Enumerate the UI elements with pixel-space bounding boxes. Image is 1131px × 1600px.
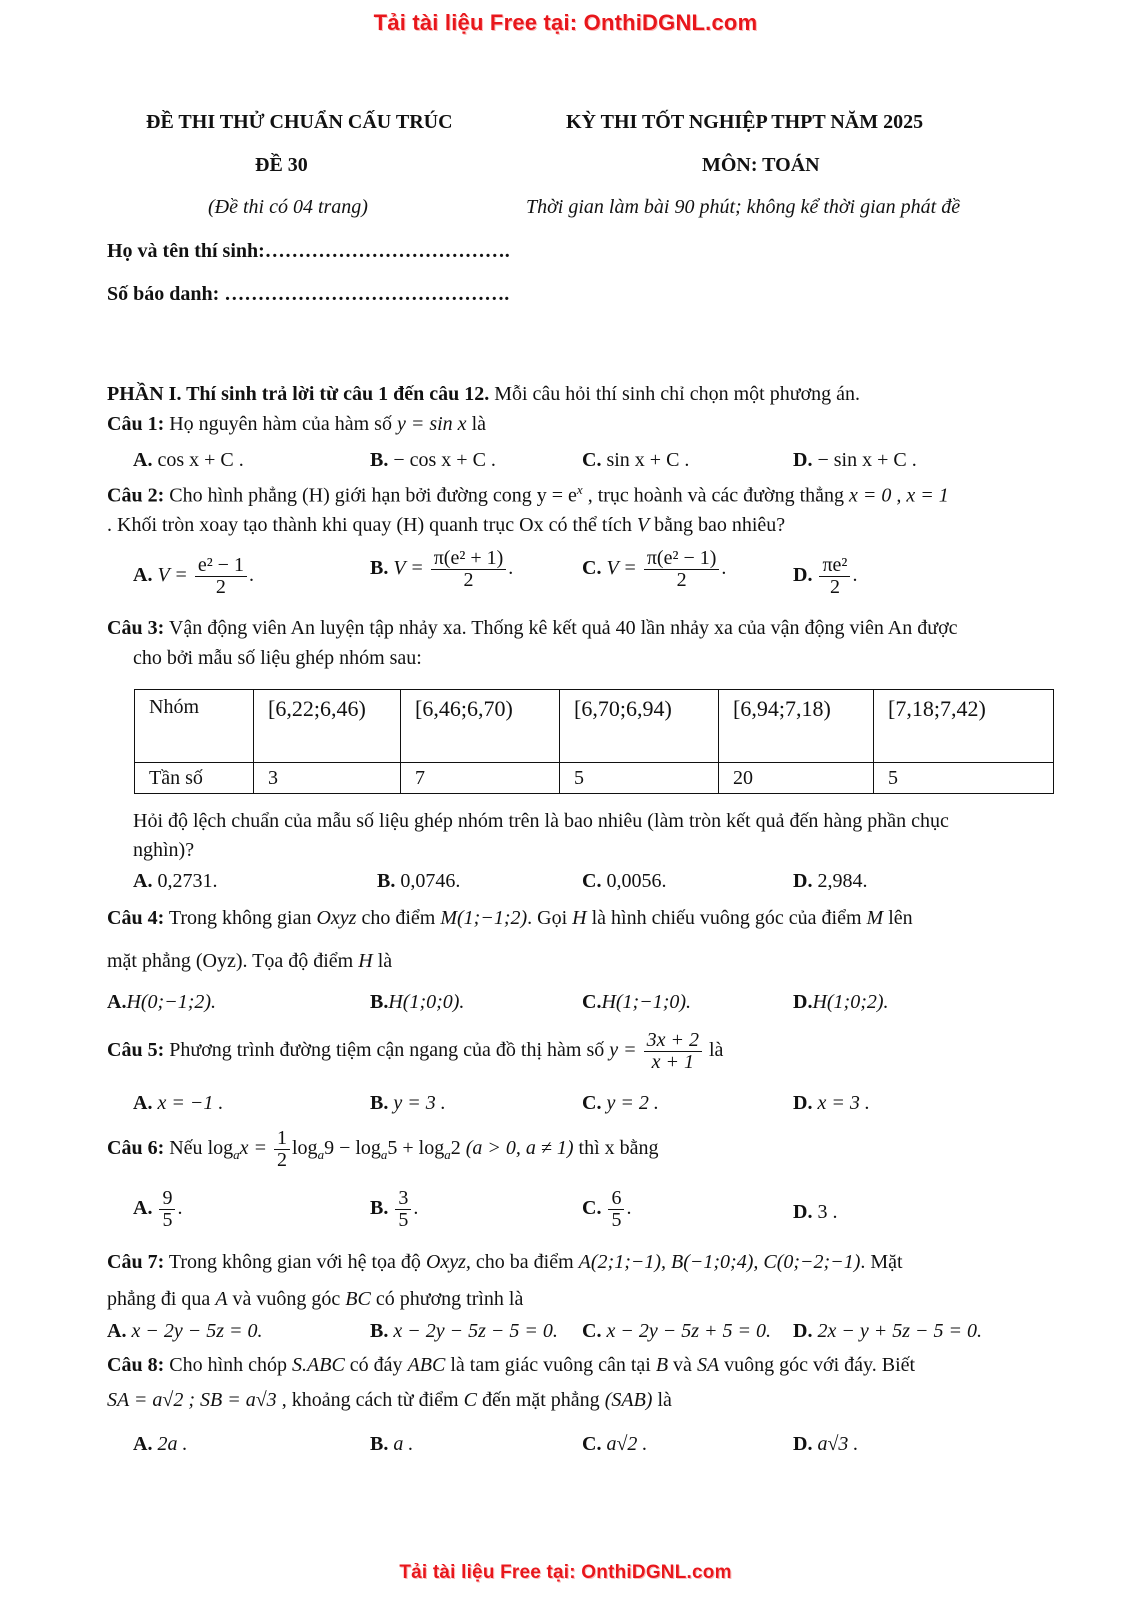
q6-d-text: 3 . (817, 1201, 838, 1223)
q2-c-den: 2 (676, 569, 687, 591)
q3-option-c[interactable] (582, 870, 666, 893)
question-8-line1 (107, 1354, 915, 1377)
table-row-freqs (135, 763, 1054, 794)
q8-line2c: đến mặt phẳng (476, 1389, 605, 1411)
q2-a-num: e² − 1 (195, 555, 247, 577)
q1-a-letter: A. (133, 449, 153, 471)
q1-d-text: − sin x + C . (817, 449, 917, 471)
q8-option-d[interactable] (793, 1433, 858, 1456)
q2-b-pre: V = (393, 557, 424, 580)
q4-c-text: H(1;−1;0). (601, 991, 692, 1013)
q7-c-text: x − 2y − 5z + 5 = 0. (606, 1320, 771, 1342)
q6-half-num: 1 (274, 1128, 290, 1150)
q6-base3: a (380, 1147, 388, 1163)
q2-line2b: bằng bao nhiêu? (649, 514, 786, 536)
table-cell-group-4: [6,94;7,18) (719, 690, 874, 763)
q4-h2: H (358, 950, 373, 972)
q7-d-letter: D. (793, 1320, 813, 1342)
q2-line1: Cho hình phẳng (H) giới hạn bởi đường cong (164, 484, 537, 507)
q1-expr: y = sin x (396, 413, 467, 435)
q5-b-text: y = 3 . (393, 1092, 446, 1114)
q2-b-num: π(e² + 1) (431, 548, 507, 570)
q4-b-letter: B. (370, 991, 389, 1013)
q8-c: C (463, 1389, 477, 1411)
q2-b-fraction (431, 548, 507, 591)
q6-rhs-c: 2 (450, 1137, 461, 1160)
q3-b-letter: B. (377, 870, 396, 892)
exam-code: ĐỀ 30 (255, 154, 308, 176)
q1-option-a[interactable] (133, 449, 244, 472)
q1-d-letter: D. (793, 449, 813, 471)
q4-d-letter: D. (793, 991, 813, 1013)
q4-a-letter: A. (107, 991, 127, 1013)
q8-line2d: là (652, 1389, 672, 1411)
q1-b-text: − cos x + C . (393, 449, 496, 471)
q8-d-letter: D. (793, 1433, 813, 1455)
q2-vol: V (636, 514, 650, 536)
q7-a-text: x − 2y − 5z = 0. (131, 1320, 263, 1342)
q2-d-num: πe² (819, 555, 850, 577)
q6-c-fraction (608, 1188, 624, 1231)
q4-option-c[interactable] (582, 991, 691, 1014)
time-note: Thời gian làm bài 90 phút; không kể thời gian phát đề (526, 196, 961, 218)
q7-a-letter: A. (107, 1320, 127, 1342)
q5-c-letter: C. (582, 1092, 602, 1114)
q6-base2: a (317, 1147, 325, 1163)
q8-line2a: SA = a√2 ; SB = a√3 (107, 1389, 277, 1411)
q8-line1e: vuông góc với đáy. Biết (719, 1354, 916, 1376)
q2-curve-sup: x (576, 482, 583, 497)
q2-option-b[interactable]: B. V = $\frac{\text{π(e² + 1)}}{2}$ . (370, 547, 514, 591)
q1-option-c[interactable] (582, 449, 689, 472)
q5-option-c[interactable] (582, 1092, 659, 1115)
q4-point: M(1;−1;2) (440, 907, 528, 929)
q2-b-letter: B. (370, 557, 389, 580)
part1-bold: PHẦN I. Thí sinh trả lời từ câu 1 đến câu 12. (107, 383, 490, 405)
q8-a-text: 2a . (157, 1433, 188, 1455)
q3-a-letter: A. (133, 870, 153, 892)
q4-line1c: . Gọi (527, 907, 573, 929)
q6-a-den: 5 (162, 1209, 173, 1231)
subject-title: MÔN: TOÁN (702, 154, 820, 176)
q6-base1: a (233, 1147, 240, 1163)
q2-line2: . Khối tròn xoay tạo thành khi quay (H) quanh trục Ox có thể tích (107, 514, 637, 536)
table-cell-group-1: [6,22;6,46) (254, 690, 401, 763)
table-cell-group-5: [7,18;7,42) (874, 690, 1054, 763)
exam-name-title: KỲ THI TỐT NGHIỆP THPT NĂM 2025 (566, 111, 924, 133)
q2-a-pre: V = (157, 564, 188, 587)
table-row-groups (135, 690, 1054, 763)
q7-a: A (215, 1288, 228, 1310)
q6-option-b[interactable]: B. $\frac{3}{5}$ . (370, 1187, 419, 1231)
q1-a-text: cos x + C . (157, 449, 244, 471)
q3-a-text: 0,2731. (157, 870, 218, 892)
q4-line1b: cho điểm (356, 907, 441, 929)
q4-h: H (572, 907, 587, 929)
q6-b-letter: B. (370, 1197, 389, 1220)
q7-space: Oxyz, (425, 1251, 471, 1273)
q8-sabc: S.ABC (292, 1354, 345, 1376)
table-cell-freq-5: 5 (874, 763, 1054, 794)
q7-option-d[interactable] (793, 1320, 982, 1343)
q8-line1c: là tam giác vuông cân tại (445, 1354, 656, 1376)
q5-a-letter: A. (133, 1092, 153, 1114)
q4-option-a[interactable] (107, 991, 216, 1014)
q1-label: Câu 1: (107, 413, 165, 435)
part1-heading (107, 383, 860, 406)
q1-c-text: sin x + C . (606, 449, 690, 471)
q1-b-letter: B. (370, 449, 389, 471)
q8-c-letter: C. (582, 1433, 602, 1455)
q6-option-a[interactable]: A. $\frac{9}{5}$ . (133, 1187, 183, 1231)
question-7-line1 (107, 1251, 903, 1274)
question-3-line1 (107, 617, 958, 640)
candidate-id-field: Số báo danh: ……………………………………. (107, 283, 510, 305)
q8-b-letter: B. (370, 1433, 389, 1455)
question-7-line2 (107, 1288, 523, 1311)
q8-b-text: a . (393, 1433, 414, 1455)
q8-abc: ABC (407, 1354, 446, 1376)
table-header-freq: Tần số (135, 763, 254, 794)
q7-option-a[interactable] (107, 1320, 262, 1343)
q8-label: Câu 8: (107, 1354, 165, 1376)
q5-num: 3x + 2 (644, 1030, 702, 1052)
q1-option-b[interactable] (370, 449, 496, 472)
q8-option-b[interactable] (370, 1433, 413, 1456)
q4-line1d: là hình chiếu vuông góc của điểm (586, 907, 867, 929)
q2-line1b: , trục hoành và các đường thẳng (582, 484, 850, 507)
q7-line1a: Trong không gian với hệ tọa độ (164, 1251, 426, 1273)
q5-ypre: y = (609, 1039, 637, 1062)
q7-option-b[interactable] (370, 1320, 558, 1343)
q2-c-pre: V = (606, 557, 637, 580)
q5-d-letter: D. (793, 1092, 813, 1114)
table-cell-freq-1: 3 (254, 763, 401, 794)
q6-cond: (a > 0, a ≠ 1) (460, 1137, 574, 1160)
top-banner[interactable]: Tải tài liệu Free tại: OnthiDGNL.com (373, 10, 758, 35)
q6-a-fraction (159, 1188, 175, 1231)
q2-label: Câu 2: (107, 484, 165, 507)
question-1 (107, 413, 486, 436)
q8-line2b: , khoảng cách từ điểm (276, 1389, 464, 1411)
q4-line2b: . Tọa độ điểm (242, 950, 359, 972)
q8-plane: (SAB) (604, 1389, 653, 1411)
q6-c-den: 5 (611, 1209, 622, 1231)
q7-points: A(2;1;−1), B(−1;0;4), C(0;−2;−1) (578, 1251, 861, 1273)
q5-fraction (644, 1030, 702, 1073)
question-3-ask2: nghìn)? (133, 839, 195, 861)
q3-line1: Vận động viên An luyện tập nhảy xa. Thống kê kết quả 40 lần nhảy xa của vận động viên An được (164, 617, 958, 639)
question-2-line2 (107, 514, 785, 537)
q3-d-text: 2,984. (817, 870, 868, 892)
q3-label: Câu 3: (107, 617, 165, 639)
q6-option-d[interactable] (793, 1201, 837, 1224)
q5-label: Câu 5: (107, 1039, 165, 1062)
question-6 (107, 1128, 659, 1171)
question-5 (107, 1030, 723, 1073)
q4-space: Oxyz (316, 907, 357, 929)
q6-lhs-x: x = (239, 1137, 267, 1160)
q2-d-den: 2 (829, 576, 840, 598)
q5-text: Phương trình đường tiệm cận ngang của đồ thị hàm số (164, 1039, 610, 1062)
q6-rhs-b: 5 + log (387, 1137, 445, 1160)
bottom-banner[interactable]: Tải tài liệu Free tại: OnthiDGNL.com (399, 1562, 732, 1583)
question-3-ask1: Hỏi độ lệch chuẩn của mẫu số liệu ghép nhóm trên là bao nhiêu (làm tròn kết quả đến hàng phần chục (133, 810, 949, 832)
q6-tail: thì x bằng (573, 1137, 659, 1160)
q2-b-den: 2 (463, 569, 474, 591)
q7-line1c: . Mặt (860, 1251, 903, 1273)
q6-c-num: 6 (608, 1188, 624, 1210)
q5-option-d[interactable] (793, 1092, 870, 1115)
q6-rhs-a: 9 − log (324, 1137, 381, 1160)
q4-line1e: lên (883, 907, 913, 929)
q3-option-b[interactable] (377, 870, 460, 893)
q3-option-a[interactable] (133, 870, 217, 893)
q2-d-letter: D. (793, 564, 813, 587)
q4-m: M (866, 907, 884, 929)
q6-label: Câu 6: (107, 1137, 165, 1160)
table-cell-freq-2: 7 (401, 763, 560, 794)
q7-b-letter: B. (370, 1320, 389, 1342)
q6-a-letter: A. (133, 1197, 153, 1220)
q7-d-text: 2x − y + 5z − 5 = 0. (817, 1320, 982, 1342)
q5-den: x + 1 (651, 1051, 694, 1073)
q4-plane: (Oyz) (195, 950, 243, 972)
table-cell-freq-4: 20 (719, 763, 874, 794)
q3-option-d[interactable] (793, 870, 867, 893)
q6-b-num: 3 (395, 1188, 411, 1210)
q6-c-letter: C. (582, 1197, 602, 1220)
page-count-note: (Đề thi có 04 trang) (208, 196, 368, 218)
q3-frequency-table (134, 689, 1054, 794)
q2-d-fraction (819, 555, 850, 598)
q4-line1a: Trong không gian (164, 907, 317, 929)
q2-option-c[interactable]: C. V = $\frac{\text{π(e² − 1)}}{2}$ . (582, 547, 727, 591)
q8-b: B (655, 1354, 669, 1376)
q2-a-fraction (195, 555, 247, 598)
q3-c-letter: C. (582, 870, 602, 892)
question-8-line2 (107, 1389, 672, 1412)
table-cell-group-2: [6,46;6,70) (401, 690, 560, 763)
q4-label: Câu 4: (107, 907, 165, 929)
q7-c-letter: C. (582, 1320, 602, 1342)
part1-rest: Mỗi câu hỏi thí sinh chỉ chọn một phương án. (489, 383, 861, 405)
q6-b-den: 5 (398, 1209, 409, 1231)
q5-option-a[interactable] (133, 1092, 223, 1115)
q4-d-text: H(1;0;2). (812, 991, 889, 1013)
question-2-line1 (107, 482, 949, 508)
candidate-name-field: Họ và tên thí sinh:………………………………. (107, 240, 510, 262)
q8-line1b: có đáy (344, 1354, 408, 1376)
q5-tail: là (703, 1039, 724, 1062)
q1-text: Họ nguyên hàm của hàm số (164, 413, 397, 435)
q3-b-text: 0,0746. (400, 870, 461, 892)
q1-c-letter: C. (582, 449, 602, 471)
q6-base4: a (444, 1147, 451, 1163)
q6-option-c[interactable]: C. $\frac{6}{5}$ . (582, 1187, 632, 1231)
q7-line2c: có phương trình là (370, 1288, 524, 1310)
q4-a-text: H(0;−1;2). (126, 991, 217, 1013)
q4-line2a: mặt phẳng (107, 950, 196, 972)
q2-c-num: π(e² − 1) (644, 548, 720, 570)
q8-line1a: Cho hình chóp (164, 1354, 293, 1376)
q5-b-letter: B. (370, 1092, 389, 1114)
exam-type-title: ĐỀ THI THỬ CHUẨN CẤU TRÚC (146, 111, 453, 133)
q2-curve: y = e (536, 484, 577, 507)
q6-lhs: log (207, 1137, 234, 1160)
table-cell-freq-3: 5 (560, 763, 719, 794)
q4-line2c: là (372, 950, 393, 972)
q6-rhs: log (292, 1137, 318, 1160)
q6-b-fraction (395, 1188, 411, 1231)
q8-line1d: và (668, 1354, 697, 1376)
q7-line1b: cho ba điểm (470, 1251, 579, 1273)
question-3-line2: cho bởi mẫu số liệu ghép nhóm sau: (133, 647, 422, 669)
q5-a-text: x = −1 . (157, 1092, 224, 1114)
q2-c-letter: C. (582, 557, 602, 580)
table-cell-group-3: [6,70;6,94) (560, 690, 719, 763)
q6-a-num: 9 (159, 1188, 175, 1210)
q8-a-letter: A. (133, 1433, 153, 1455)
q7-b-text: x − 2y − 5z − 5 = 0. (393, 1320, 558, 1342)
q4-option-b[interactable] (370, 991, 464, 1014)
q8-d-text: a√3 . (817, 1433, 859, 1455)
q4-b-text: H(1;0;0). (388, 991, 465, 1013)
q8-sa: SA (696, 1354, 720, 1376)
q8-option-c[interactable] (582, 1433, 647, 1456)
q4-option-d[interactable] (793, 991, 889, 1014)
q7-option-c[interactable] (582, 1320, 771, 1343)
q7-bc: BC (345, 1288, 371, 1310)
question-4-line2 (107, 950, 392, 973)
question-4-line1 (107, 907, 913, 930)
q8-c-text: a√2 . (606, 1433, 648, 1455)
q5-option-b[interactable] (370, 1092, 446, 1115)
q4-c-letter: C. (582, 991, 602, 1013)
q8-option-a[interactable] (133, 1433, 187, 1456)
q1-tail: là (466, 413, 486, 435)
q5-c-text: y = 2 . (606, 1092, 659, 1114)
q2-option-a[interactable]: A. V = $\frac{\text{e² − 1}}{2}$ . (133, 554, 254, 598)
q2-a-letter: A. (133, 564, 153, 587)
q5-d-text: x = 3 . (817, 1092, 870, 1114)
table-header-group: Nhóm (135, 690, 254, 763)
q2-bounds: x = 0 , x = 1 (849, 484, 949, 507)
q3-d-letter: D. (793, 870, 813, 892)
q7-line2a: phẳng đi qua (107, 1288, 216, 1310)
q2-a-den: 2 (215, 576, 226, 598)
q2-option-d[interactable]: D. $\frac{\text{πe²}}{2}$ . (793, 554, 858, 598)
q6-text: Nếu (164, 1137, 208, 1160)
q7-label: Câu 7: (107, 1251, 165, 1273)
q6-half (274, 1128, 290, 1171)
q2-c-fraction (644, 548, 720, 591)
q1-option-d[interactable] (793, 449, 917, 472)
q7-line2b: và vuông góc (227, 1288, 346, 1310)
q3-c-text: 0,0056. (606, 870, 667, 892)
q6-d-letter: D. (793, 1201, 813, 1223)
q6-half-den: 2 (277, 1149, 287, 1171)
